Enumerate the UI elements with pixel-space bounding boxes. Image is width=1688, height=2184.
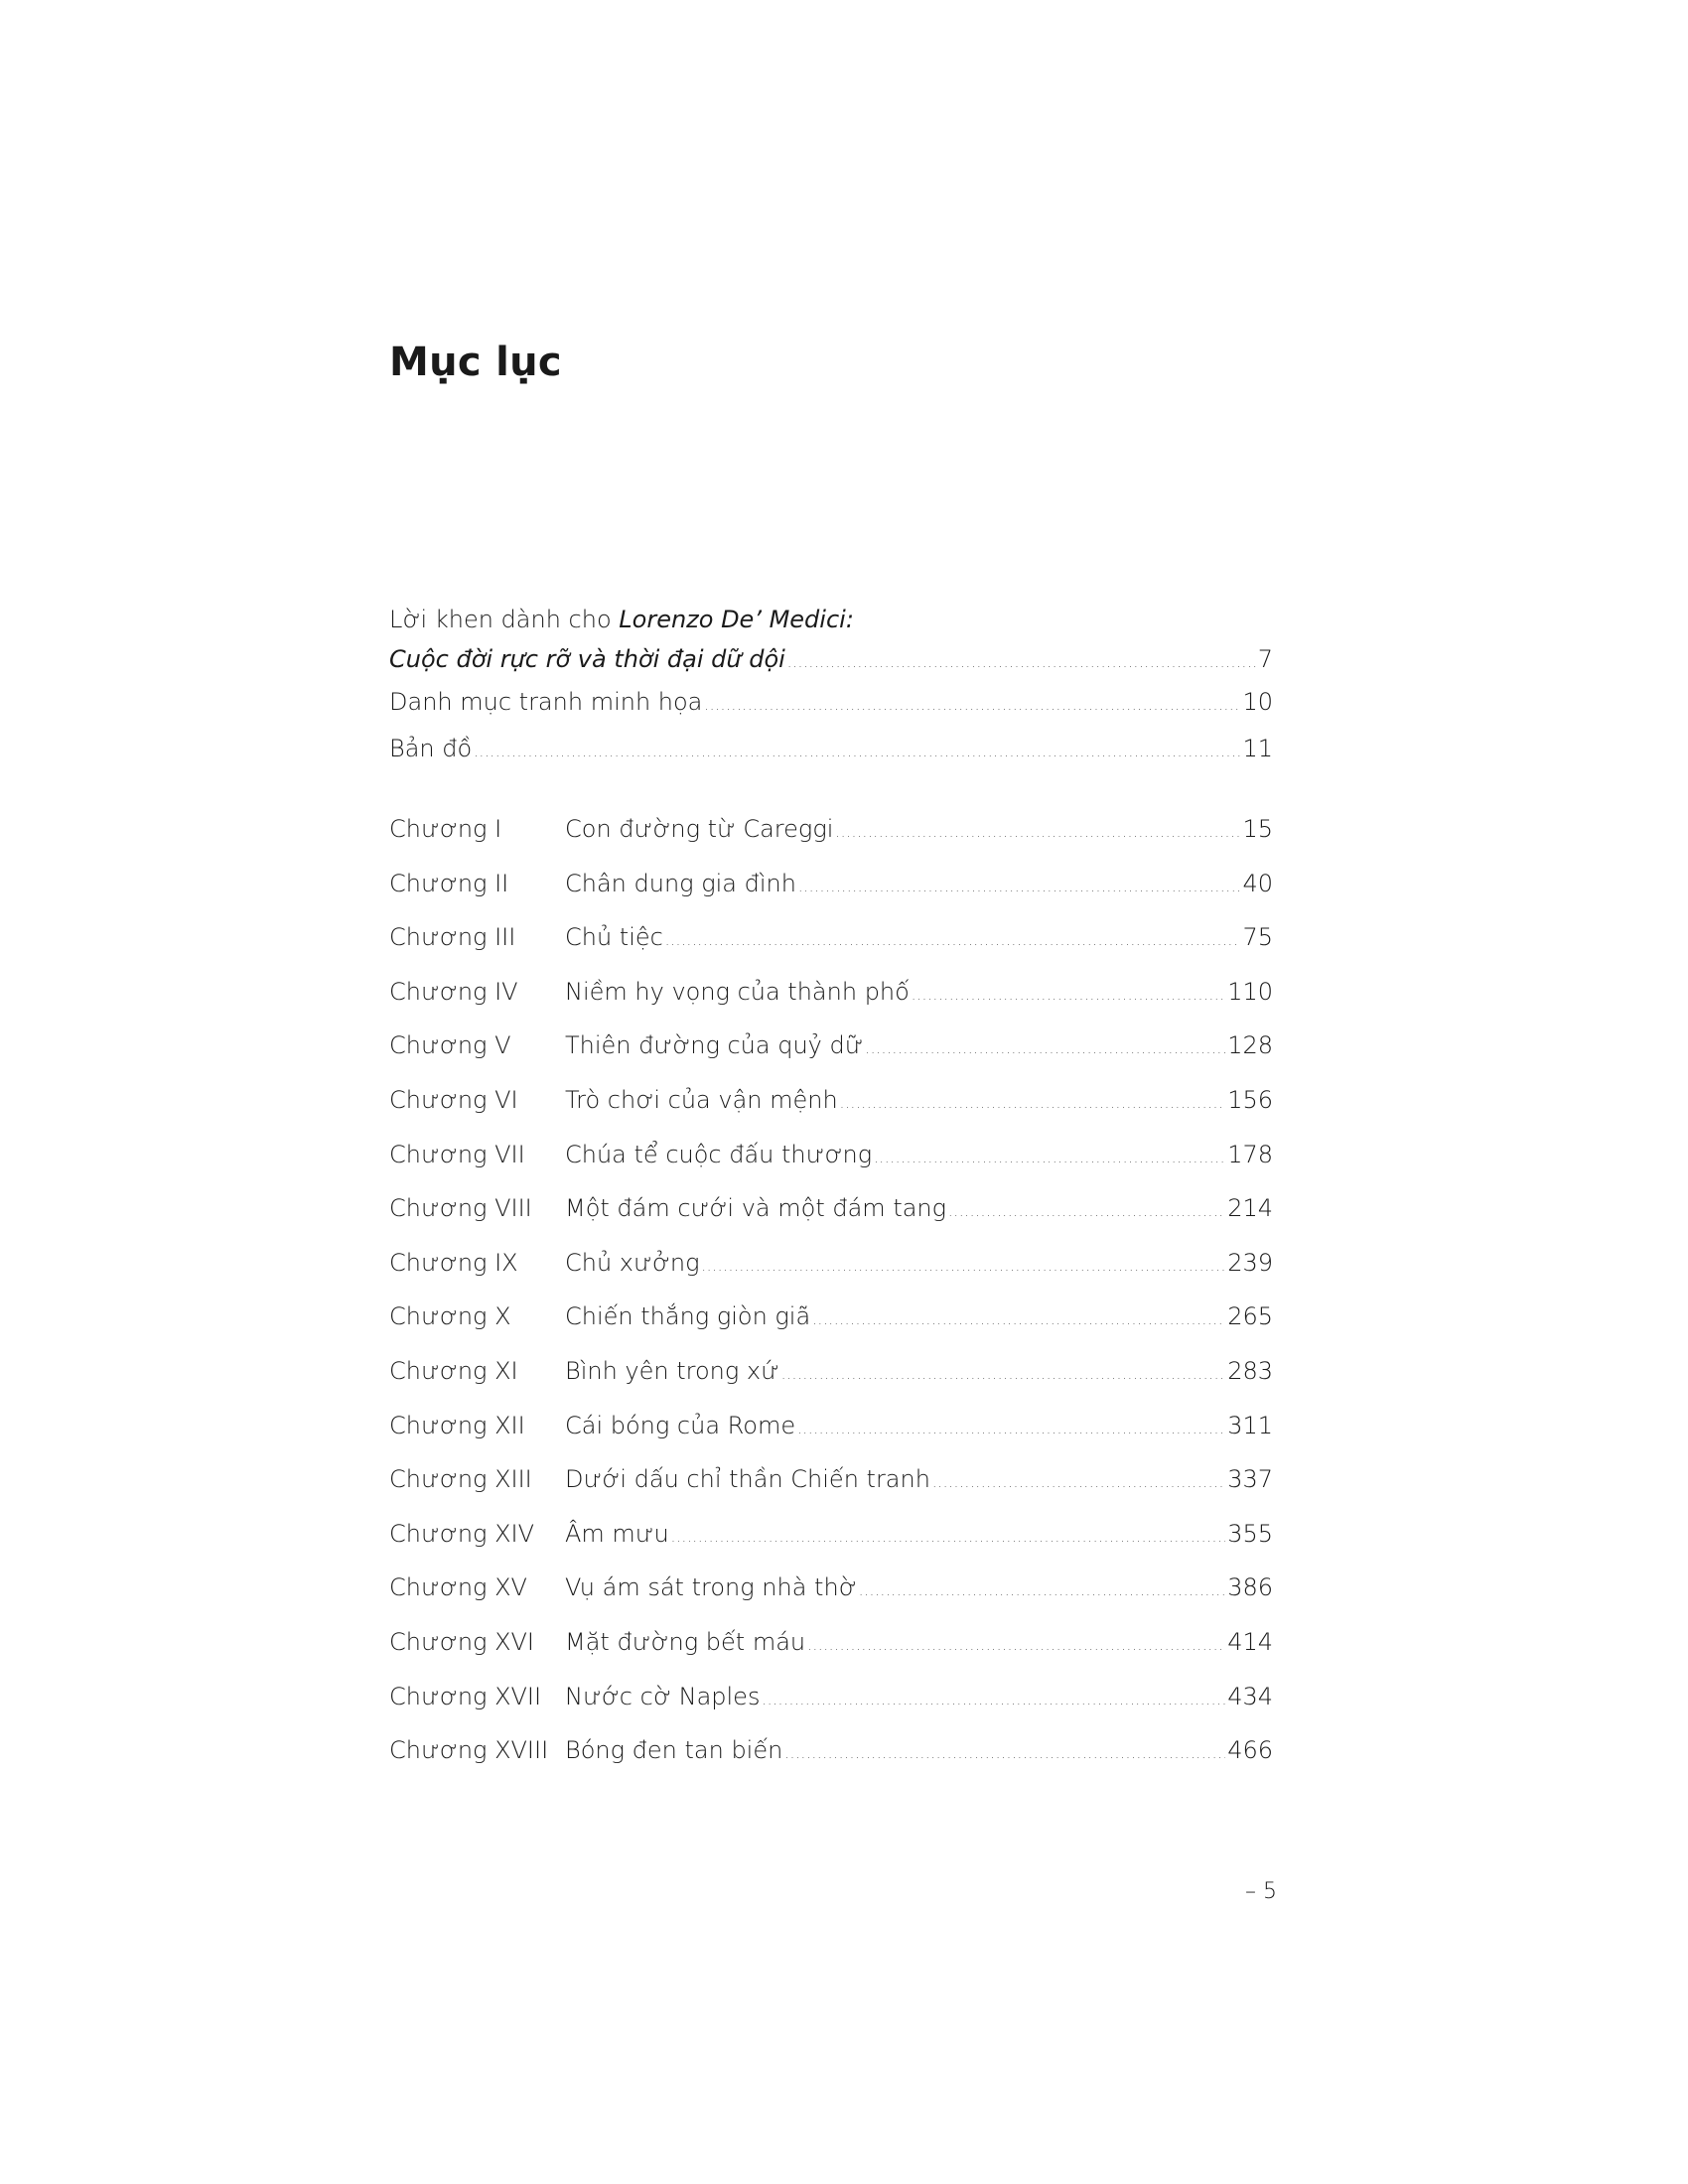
chapter-label: Chương XVI (389, 1627, 535, 1656)
page-ref: 337 (1227, 1465, 1273, 1494)
dot-leader (704, 683, 1240, 730)
toc-front-matter (389, 600, 1273, 772)
dot-leader (840, 1084, 1225, 1124)
page-ref: 10 (1242, 688, 1273, 716)
page-ref: 156 (1227, 1085, 1273, 1114)
praise-book-title-continued: Cuộc đời rực rỡ và thời đại dữ dội (389, 645, 785, 673)
page-title: Mục lục (389, 340, 562, 385)
dot-leader (912, 976, 1225, 1016)
toc-entry-praise (389, 639, 1273, 679)
dot-leader (859, 1571, 1225, 1611)
entry-title: Danh mục tranh minh họa (389, 688, 703, 716)
toc-chapter-entry (389, 1459, 1273, 1514)
chapter-title: Bóng đen tan biến (565, 1736, 783, 1765)
chapter-label: Chương II (389, 869, 509, 897)
chapter-title: Một đám cưới và một đám tang (565, 1194, 947, 1223)
chapter-label: Chương V (389, 1031, 511, 1060)
page-ref: 434 (1227, 1682, 1273, 1710)
chapter-title: Chúa tể cuộc đấu thương (565, 1140, 873, 1168)
chapter-label: Chương XVIII (389, 1736, 549, 1765)
chapter-label: Chương XI (389, 1356, 518, 1385)
chapter-label: Chương IX (389, 1248, 518, 1277)
chapter-label: Chương XII (389, 1411, 525, 1439)
dot-leader (835, 813, 1240, 853)
toc-chapter-entry (389, 1351, 1273, 1406)
page-ref: 355 (1227, 1519, 1273, 1548)
chapter-title: Trò chơi của vận mệnh (565, 1085, 838, 1114)
chapter-label: Chương XIV (389, 1519, 535, 1548)
toc-chapter-entry (389, 864, 1273, 918)
page-ref: 110 (1227, 977, 1273, 1006)
toc-chapter-entry (389, 1514, 1273, 1569)
page-ref: 311 (1227, 1411, 1273, 1439)
dot-leader (787, 643, 1256, 683)
toc-chapter-entry (389, 1677, 1273, 1731)
dot-leader (865, 1029, 1225, 1069)
dot-leader (812, 1300, 1225, 1340)
chapter-title: Bình yên trong xứ (565, 1356, 779, 1385)
dot-leader (932, 1463, 1225, 1503)
toc-chapter-entry (389, 1080, 1273, 1135)
toc-chapter-entry (389, 1297, 1273, 1351)
chapter-title: Thiên đường của quỷ dữ (565, 1031, 864, 1060)
toc-entry-praise-line1 (389, 600, 1273, 639)
chapter-title: Cái bóng của Rome (565, 1411, 796, 1439)
toc-chapter-list (389, 809, 1273, 1785)
page-ref: 15 (1242, 815, 1273, 843)
page-ref: 466 (1227, 1736, 1273, 1765)
toc-chapter-entry (389, 1188, 1273, 1243)
page-ref: 178 (1227, 1140, 1273, 1168)
chapter-title: Chân dung gia đình (565, 869, 796, 897)
toc-chapter-entry (389, 1025, 1273, 1080)
toc-chapter-entry (389, 1568, 1273, 1622)
chapter-title: Niềm hy vọng của thành phố (565, 977, 910, 1006)
chapter-title: Dưới dấu chỉ thần Chiến tranh (565, 1465, 930, 1494)
page-ref: 11 (1242, 735, 1273, 762)
praise-book-title: Lorenzo De’ Medici: (619, 606, 854, 633)
page-ref: 40 (1242, 869, 1273, 897)
dot-leader (874, 1139, 1225, 1178)
dot-leader (807, 1626, 1225, 1666)
chapter-title: Vụ ám sát trong nhà thờ (565, 1573, 857, 1602)
chapter-title: Chủ xưởng (565, 1248, 700, 1277)
dot-leader (701, 1247, 1225, 1287)
page-ref: 75 (1242, 923, 1273, 952)
praise-prefix: Lời khen dành cho (389, 606, 620, 633)
dot-leader (948, 1192, 1225, 1232)
chapter-title: Mặt đường bết máu (565, 1627, 806, 1656)
page-ref: 7 (1257, 645, 1273, 673)
dot-leader (671, 1518, 1225, 1558)
chapter-label: Chương XV (389, 1573, 527, 1602)
toc-chapter-entry (389, 1243, 1273, 1297)
entry-title: Bản đồ (389, 735, 473, 762)
dot-leader (784, 1734, 1225, 1774)
chapter-label: Chương VII (389, 1140, 525, 1168)
chapter-label: Chương VI (389, 1085, 518, 1114)
page-ref: 386 (1227, 1573, 1273, 1602)
chapter-label: Chương XIII (389, 1465, 532, 1494)
page-number: – 5 (1245, 1879, 1277, 1904)
toc-entry-illustrations (389, 679, 1273, 726)
chapter-label: Chương X (389, 1302, 511, 1331)
chapter-title: Âm mưu (565, 1519, 669, 1548)
toc-entry-maps (389, 726, 1273, 772)
dot-leader (798, 868, 1241, 907)
toc-chapter-entry (389, 1135, 1273, 1189)
toc-chapter-entry (389, 917, 1273, 972)
chapter-label: Chương I (389, 815, 502, 843)
chapter-title: Chủ tiệc (565, 923, 663, 952)
page-ref: 128 (1227, 1031, 1273, 1060)
dot-leader (781, 1355, 1225, 1395)
chapter-label: Chương VIII (389, 1194, 532, 1223)
page-ref: 214 (1227, 1194, 1273, 1223)
page-ref: 283 (1227, 1356, 1273, 1385)
page-ref: 265 (1227, 1302, 1273, 1331)
chapter-label: Chương III (389, 923, 516, 952)
chapter-label: Chương IV (389, 977, 518, 1006)
page-ref: 239 (1227, 1248, 1273, 1277)
dot-leader (665, 921, 1241, 961)
toc-chapter-entry (389, 809, 1273, 864)
chapter-title: Chiến thắng giòn giã (565, 1302, 811, 1331)
dot-leader (474, 730, 1240, 776)
dot-leader (797, 1410, 1225, 1449)
chapter-label: Chương XVII (389, 1682, 542, 1710)
toc-chapter-entry (389, 972, 1273, 1026)
toc-chapter-entry (389, 1622, 1273, 1677)
page-ref: 414 (1227, 1627, 1273, 1656)
toc-chapter-entry (389, 1730, 1273, 1785)
dot-leader (762, 1681, 1225, 1720)
toc-chapter-entry (389, 1406, 1273, 1460)
chapter-title: Con đường từ Careggi (565, 815, 834, 843)
chapter-title: Nước cờ Naples (565, 1682, 761, 1710)
